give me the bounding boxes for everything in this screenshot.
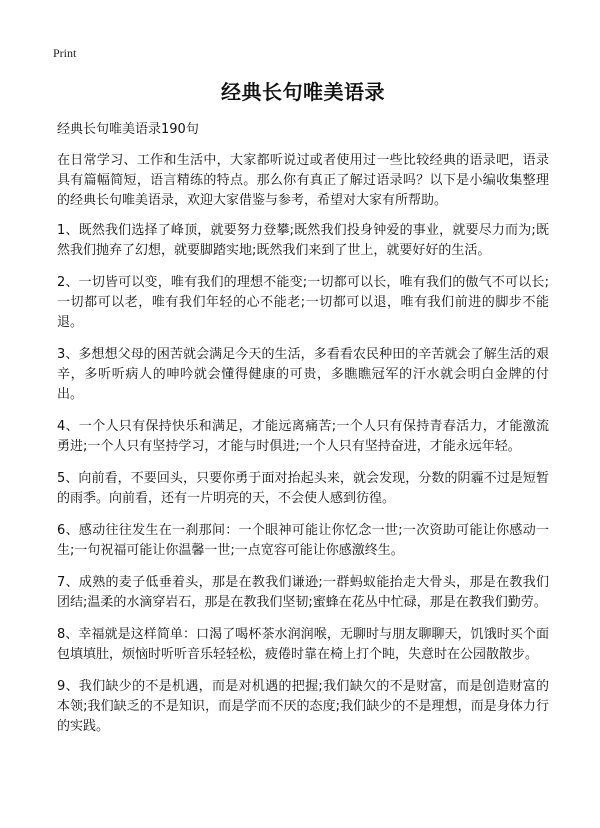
document-title: 经典长句唯美语录 <box>221 80 385 104</box>
quote-paragraph: 7、成熟的麦子低垂着头，那是在教我们谦逊;一群蚂蚁能抬走大骨头，那是在教我们团结;温柔的水滴穿岩石，那是在教我们坚韧;蜜蜂在花丛中忙碌，那是在教我们勤劳。 <box>57 575 549 610</box>
intro-paragraph: 在日常学习、工作和生活中，大家都听说过或者使用过一些比较经典的语录吧，语录具有篇幅简短，语言精练的特点。那么你有真正了解过语录吗？以下是小编收集整理的经典长句唯美语录，欢迎大家借鉴与参考，希望对大家有所帮助。 <box>57 153 549 208</box>
quote-paragraph: 5、向前看，不要回头，只要你勇于面对抬起头来，就会发现，分数的阴霾不过是短暂的雨季。向前看，还有一片明亮的天，不会使人感到彷徨。 <box>57 471 549 506</box>
document-subtitle: 经典长句唯美语录190句 <box>57 122 199 137</box>
quote-paragraph: 6、感动往往发生在一刹那间：一个眼神可能让你忆念一世;一次资助可能让你感动一生;一句祝福可能让你温馨一世;一点宽容可能让你感激终生。 <box>57 523 549 558</box>
document-body <box>57 78 549 737</box>
quote-paragraph: 8、幸福就是这样简单：口渴了喝杯茶水润润喉，无聊时与朋友聊聊天，饥饿时买个面包填填肚，烦恼时听听音乐轻轻松，疲倦时靠在椅上打个盹，失意时在公园散散步。 <box>57 627 549 662</box>
quote-paragraph: 9、我们缺少的不是机遇，而是对机遇的把握;我们缺欠的不是财富，而是创造财富的本领;我们缺乏的不是知识，而是学而不厌的态度;我们缺少的不是理想，而是身体力行的实践。 <box>57 679 549 734</box>
quote-paragraph: 2、一切皆可以变，唯有我们的理想不能变;一切都可以长，唯有我们的傲气不可以长;一切都可以老，唯有我们年轻的心不能老;一切都可以退，唯有我们前进的脚步不能退。 <box>57 275 549 330</box>
print-link[interactable]: Print <box>53 46 77 60</box>
quote-paragraph: 3、多想想父母的困苦就会满足今天的生活，多看看农民种田的辛苦就会了解生活的艰辛，多听听病人的呻吟就会懂得健康的可贵，多瞧瞧冠军的汗水就会明白金牌的付出。 <box>57 347 549 402</box>
quote-paragraph: 4、一个人只有保持快乐和满足，才能远离痛苦;一个人只有保持青春活力，才能激流勇进;一个人只有坚持学习，才能与时俱进;一个人只有坚持奋进，才能永远年轻。 <box>57 419 549 454</box>
quote-paragraph: 1、既然我们选择了峰顶，就要努力登攀;既然我们投身钟爱的事业，就要尽力而为;既然我们抛弃了幻想，就要脚踏实地;既然我们来到了世上，就要好好的生活。 <box>57 223 549 258</box>
